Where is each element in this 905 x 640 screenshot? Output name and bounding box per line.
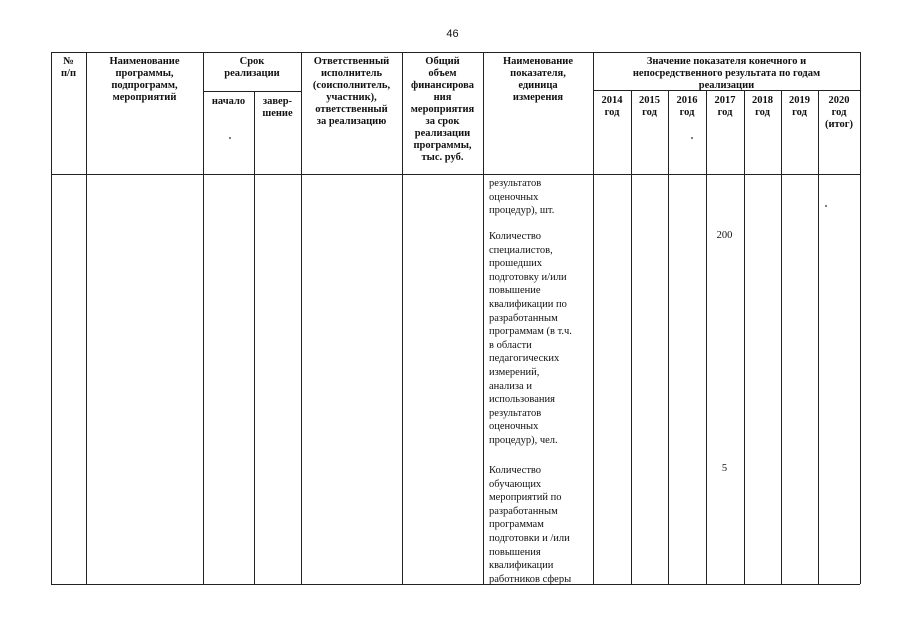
value-2017-cell: 200 xyxy=(716,230,733,241)
header-year-2020: 2020 год (итог) xyxy=(824,95,854,130)
scan-speck xyxy=(229,137,231,139)
header-number: № п/п xyxy=(60,56,77,79)
header-indicator: Наименование показателя, единица измерения xyxy=(503,56,573,103)
header-year-2018: 2018 год xyxy=(752,95,773,118)
indicator-cell: результатов оценочных процедур), шт. xyxy=(489,178,555,217)
header-year-2014: 2014 год xyxy=(601,95,623,118)
header-year-2016: 2016 год xyxy=(676,95,698,118)
header-period: Срок реализации xyxy=(224,56,280,79)
header-program-name: Наименование программы, подпрограмм, мероприятий xyxy=(109,56,180,103)
header-funding: Общий объем финансирова ния мероприятия за срок реализации программы, тыс. руб. xyxy=(410,56,475,163)
header-indicator-values: Значение показателя конечного и непосредственного результата по годам реализации xyxy=(632,56,821,91)
header-year-2019: 2019 год xyxy=(789,95,810,118)
scan-speck xyxy=(691,137,693,139)
header-year-2017: 2017 год xyxy=(714,95,736,118)
indicator-cell: Количество специалистов, прошедших подготовку и/или повышение квалификации по разработанным программам (в т.ч. в области педагогических измерений, анализа и использования результатов оценочных процедур), чел. xyxy=(489,231,572,446)
header-end: завер- шение xyxy=(262,96,293,119)
indicator-cell: Количество обучающих мероприятий по разработанным программам подготовки и /или повышения квалификации работников сферы xyxy=(489,465,572,585)
page-number: 46 xyxy=(446,28,459,40)
header-year-2015: 2015 год xyxy=(639,95,660,118)
scan-speck xyxy=(825,205,827,207)
header-responsible: Ответственный исполнитель (соисполнитель, участник), ответственный за реализацию xyxy=(312,56,391,127)
value-2017-cell: 5 xyxy=(721,463,728,474)
header-start: начало xyxy=(211,96,246,107)
